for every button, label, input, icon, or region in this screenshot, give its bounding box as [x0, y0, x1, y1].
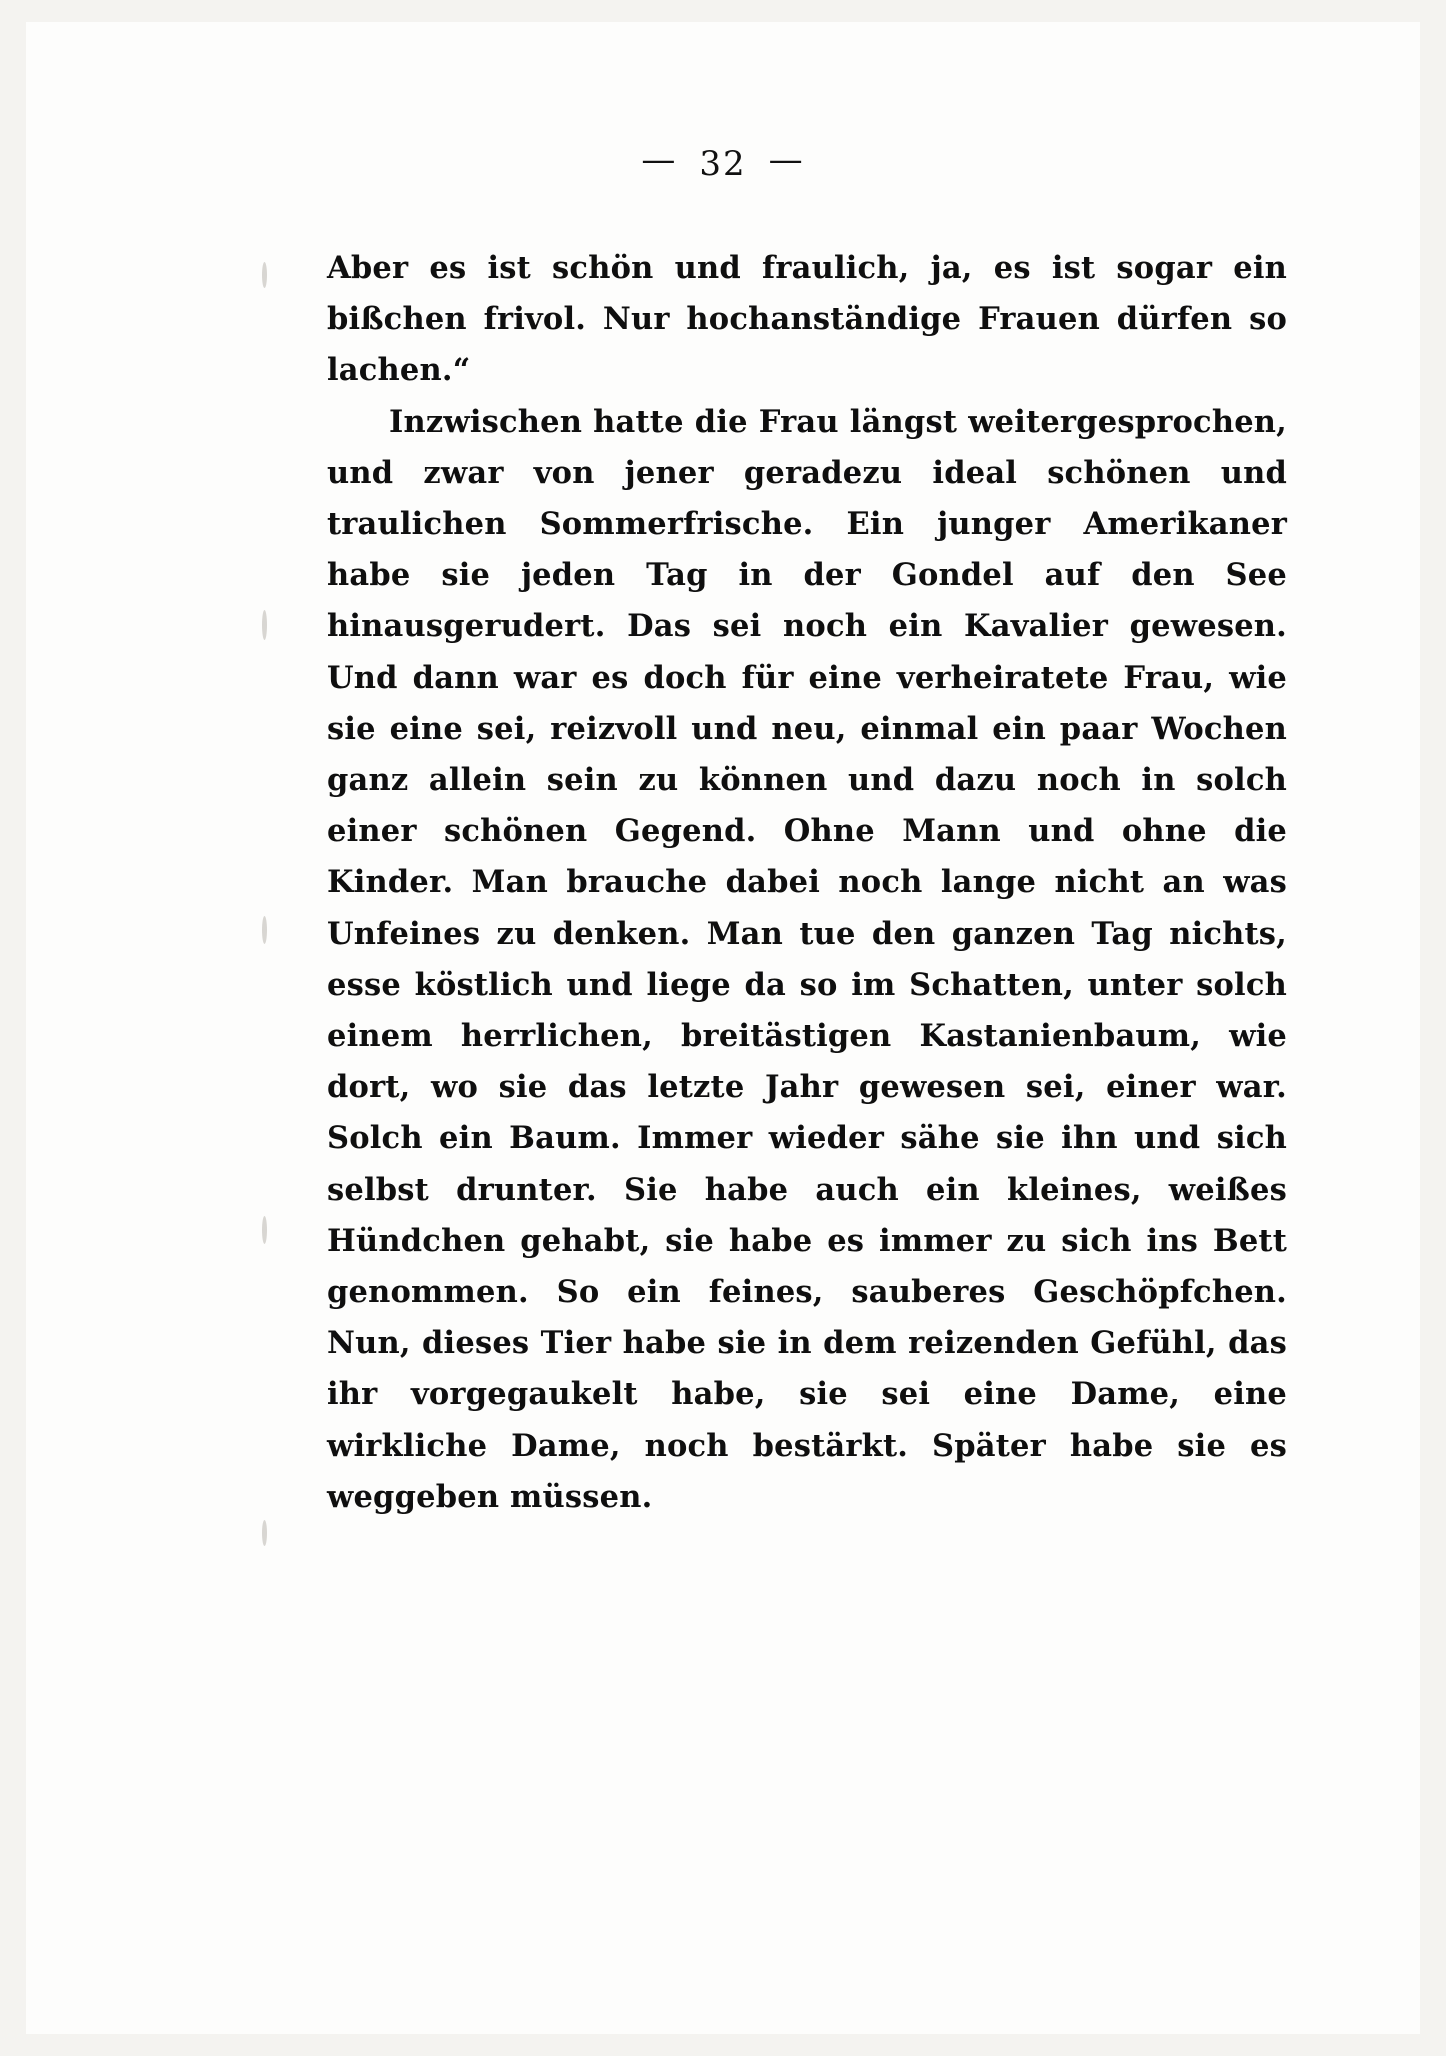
scan-speck	[262, 262, 267, 288]
scan-speck	[262, 1520, 267, 1546]
scan-speck	[262, 610, 267, 640]
folio-number: 32	[699, 144, 747, 184]
page-edge-right	[1420, 0, 1446, 2056]
paragraph: Inzwischen hatte die Frau längst weitergesprochen, und zwar von jener geradezu ideal schönen und traulichen Sommerfrische. Ein junger Amerikaner habe sie jeden Tag in der Gondel auf den See hinausgerudert. Das sei noch ein Kavalier gewesen. Und dann war es doch für eine verheiratete Frau, wie sie eine sei, reizvoll und neu, einmal ein paar Wochen ganz allein sein zu können und dazu noch in solch einer schönen Gegend. Ohne Mann und ohne die Kinder. Man brauche dabei noch lange nicht an was Unfeines zu denken. Man tue den ganzen Tag nichts, esse köstlich und liege da so im Schatten, unter solch einem herrlichen, breitästigen Kastanienbaum, wie dort, wo sie das letzte Jahr gewesen sei, einer war. Solch ein Baum. Immer wieder sähe sie ihn und sich selbst drunter. Sie habe auch ein kleines, weißes Hündchen gehabt, sie habe es immer zu sich ins Bett genommen. So ein feines, sauberes Geschöpfchen. Nun, dieses Tier habe sie in dem reizenden Gefühl, das ihr vorgegaukelt habe, sie sei eine Dame, eine wirkliche Dame, noch bestärkt. Später habe sie es weggeben müssen.	[327, 403, 1287, 1515]
page-folio	[0, 140, 1446, 184]
page-edge-top	[0, 0, 1446, 22]
folio-dash-right: —	[768, 140, 805, 180]
scan-speck	[262, 1216, 267, 1244]
page-edge-bottom	[0, 2034, 1446, 2056]
folio-dash-left: —	[641, 140, 678, 180]
scan-speck	[262, 916, 267, 944]
page-edge-left	[0, 0, 26, 2056]
paragraph: Aber es ist schön und fraulich, ja, es ist sogar ein bißchen frivol. Nur hochanständige Frauen dürfen so lachen.“	[327, 250, 1287, 389]
page-textblock	[327, 243, 1287, 1523]
